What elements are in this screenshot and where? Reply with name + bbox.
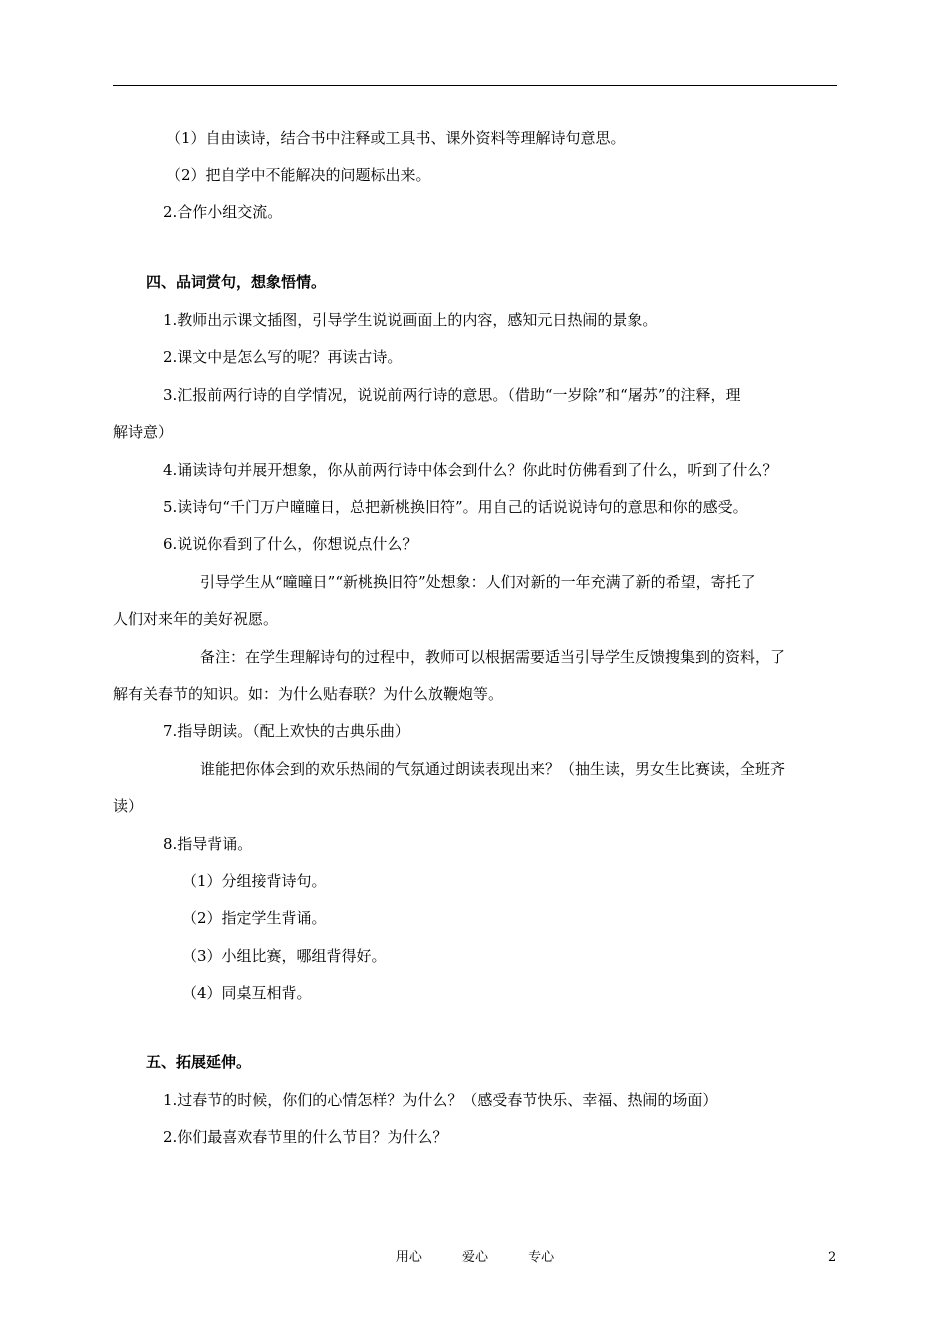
item-4-7: 7.指导朗读。（配上欢快的古典乐曲） [163, 722, 410, 740]
recite-3: （3）小组比赛，哪组背得好。 [182, 947, 387, 965]
recite-2: （2）指定学生背诵。 [182, 909, 327, 927]
item-4-1: 1.教师出示课文插图，引导学生说说画面上的内容，感知元日热闹的景象。 [163, 311, 658, 329]
section-heading-4: 四、品词赏句，想象悟情。 [146, 273, 327, 291]
recite-4: （4）同桌互相背。 [182, 984, 312, 1002]
step-1-1: （1）自由读诗，结合书中注释或工具书、课外资料等理解诗句意思。 [166, 129, 626, 147]
reading-line1: 谁能把你体会到的欢乐热闹的气氛通过朗读表现出来？（抽生读，男女生比赛读，全班齐 [200, 760, 786, 778]
page-number: 2 [828, 1250, 837, 1265]
reading-line2: 读） [113, 797, 144, 815]
item-4-8: 8.指导背诵。 [163, 835, 253, 853]
item-4-4: 4.诵读诗句并展开想象，你从前两行诗中体会到什么？你此时仿佛看到了什么，听到了什么？ [163, 461, 778, 479]
footer-motto-word: 爱心 [461, 1250, 488, 1265]
footer-motto [0, 1249, 950, 1267]
guidance-line2: 人们对来年的美好祝愿。 [113, 610, 279, 628]
item-5-1: 1.过春节的时候，你们的心情怎样？为什么？（感受春节快乐、幸福、热闹的场面） [163, 1091, 718, 1109]
item-5-2: 2.你们最喜欢春节里的什么节目？为什么？ [163, 1128, 448, 1146]
section-heading-5: 五、拓展延伸。 [146, 1053, 252, 1071]
footer-motto-word: 专心 [528, 1250, 555, 1265]
item-4-5: 5.读诗句“千门万户曈曈日，总把新桃换旧符”。用自己的话说说诗句的意思和你的感受。 [163, 498, 748, 516]
guidance-line1: 引导学生从“曈曈日”“新桃换旧符”处想象：人们对新的一年充满了新的希望，寄托了 [200, 573, 756, 591]
note-line1: 备注：在学生理解诗句的过程中，教师可以根据需要适当引导学生反馈搜集到的资料，了 [200, 648, 786, 666]
item-4-3-line1: 3.汇报前两行诗的自学情况，说说前两行诗的意思。（借助“一岁除”和“屠苏”的注释，理 [163, 386, 741, 404]
note-line2: 解有关春节的知识。如：为什么贴春联？为什么放鞭炮等。 [113, 685, 504, 703]
item-4-6: 6.说说你看到了什么，你想说点什么？ [163, 535, 418, 553]
footer-motto-word: 用心 [395, 1250, 422, 1265]
item-4-3-line2: 解诗意） [113, 423, 174, 441]
recite-1: （1）分组接背诗句。 [182, 872, 327, 890]
item-4-2: 2.课文中是怎么写的呢？再读古诗。 [163, 348, 403, 366]
header-rule [113, 85, 837, 86]
step-2: 2.合作小组交流。 [163, 203, 283, 221]
step-1-2: （2）把自学中不能解决的问题标出来。 [166, 166, 431, 184]
